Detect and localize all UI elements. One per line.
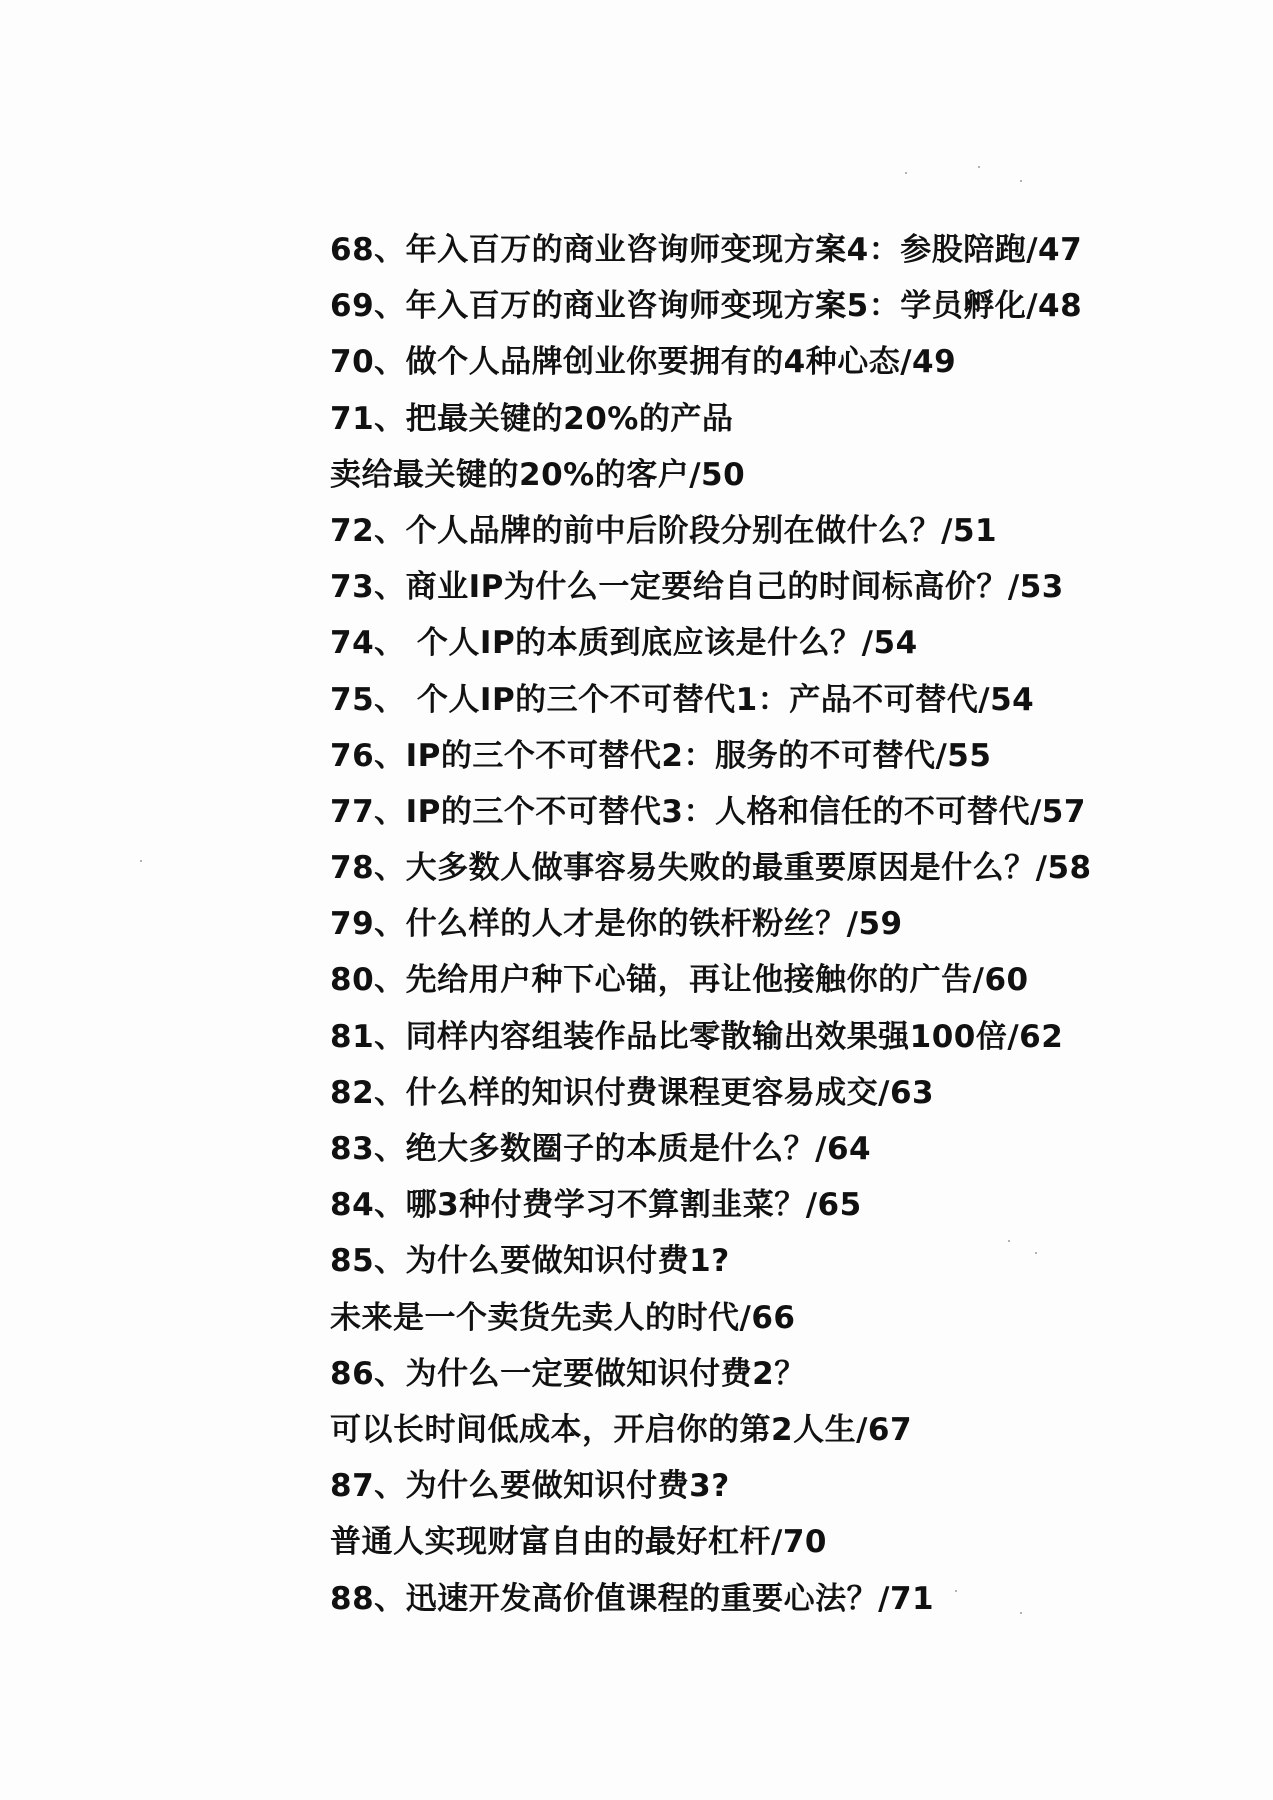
scan-speck bbox=[1008, 1240, 1010, 1242]
toc-entry-81: 81、同样内容组装作品比零散输出效果强100倍/62 bbox=[330, 1018, 1064, 1055]
toc-entry-85: 85、为什么要做知识付费1? bbox=[330, 1243, 730, 1280]
toc-entry-71: 71、把最关键的20%的产品 bbox=[330, 400, 734, 437]
toc-entry-88: 88、迅速开发高价值课程的重要心法？/71 bbox=[330, 1580, 935, 1617]
toc-entry-69: 69、年入百万的商业咨询师变现方案5：学员孵化/48 bbox=[330, 288, 1083, 325]
toc-entry-68: 68、年入百万的商业咨询师变现方案4：参股陪跑/47 bbox=[330, 232, 1083, 268]
toc-entry-79: 79、什么样的人才是你的铁杆粉丝？/59 bbox=[330, 906, 903, 943]
toc-entry-70: 70、做个人品牌创业你要拥有的4种心态/49 bbox=[330, 344, 957, 381]
scan-speck bbox=[1035, 1252, 1037, 1254]
scan-speck bbox=[905, 172, 907, 174]
toc-entry-87-continued: 普通人实现财富自由的最好杠杆/70 bbox=[330, 1524, 827, 1561]
toc-entry-85-continued: 未来是一个卖货先卖人的时代/66 bbox=[330, 1299, 796, 1336]
toc-entry-82: 82、什么样的知识付费课程更容易成交/63 bbox=[330, 1074, 935, 1111]
scan-speck bbox=[140, 860, 142, 862]
scan-speck bbox=[955, 1590, 957, 1592]
toc-entry-71-continued: 卖给最关键的20%的客户/50 bbox=[330, 456, 746, 493]
toc-entry-77: 77、IP的三个不可替代3：人格和信任的不可替代/57 bbox=[330, 793, 1086, 830]
toc-entry-78: 78、大多数人做事容易失败的最重要原因是什么？/58 bbox=[330, 850, 1092, 887]
toc-entry-74: 74、 个人IP的本质到底应该是什么？/54 bbox=[330, 625, 918, 662]
toc-entry-86: 86、为什么一定要做知识付费2？ bbox=[330, 1355, 806, 1392]
toc-entry-87: 87、为什么要做知识付费3? bbox=[330, 1468, 730, 1505]
toc-entry-86-continued: 可以长时间低成本，开启你的第2人生/67 bbox=[330, 1411, 913, 1448]
scan-speck bbox=[1020, 180, 1022, 182]
scan-speck bbox=[978, 166, 980, 168]
table-of-contents bbox=[330, 222, 1230, 1627]
toc-entry-83: 83、绝大多数圈子的本质是什么？/64 bbox=[330, 1131, 872, 1167]
toc-entry-73: 73、商业IP为什么一定要给自己的时间标高价？/53 bbox=[330, 569, 1064, 606]
toc-entry-75: 75、 个人IP的三个不可替代1：产品不可替代/54 bbox=[330, 681, 1035, 718]
toc-entry-84: 84、哪3种付费学习不算割韭菜？/65 bbox=[330, 1187, 862, 1224]
scan-speck bbox=[1020, 1612, 1022, 1614]
toc-entry-76: 76、IP的三个不可替代2：服务的不可替代/55 bbox=[330, 737, 992, 774]
toc-entry-80: 80、先给用户种下心锚，再让他接触你的广告/60 bbox=[330, 962, 1029, 999]
toc-entry-72: 72、个人品牌的前中后阶段分别在做什么？/51 bbox=[330, 512, 998, 549]
